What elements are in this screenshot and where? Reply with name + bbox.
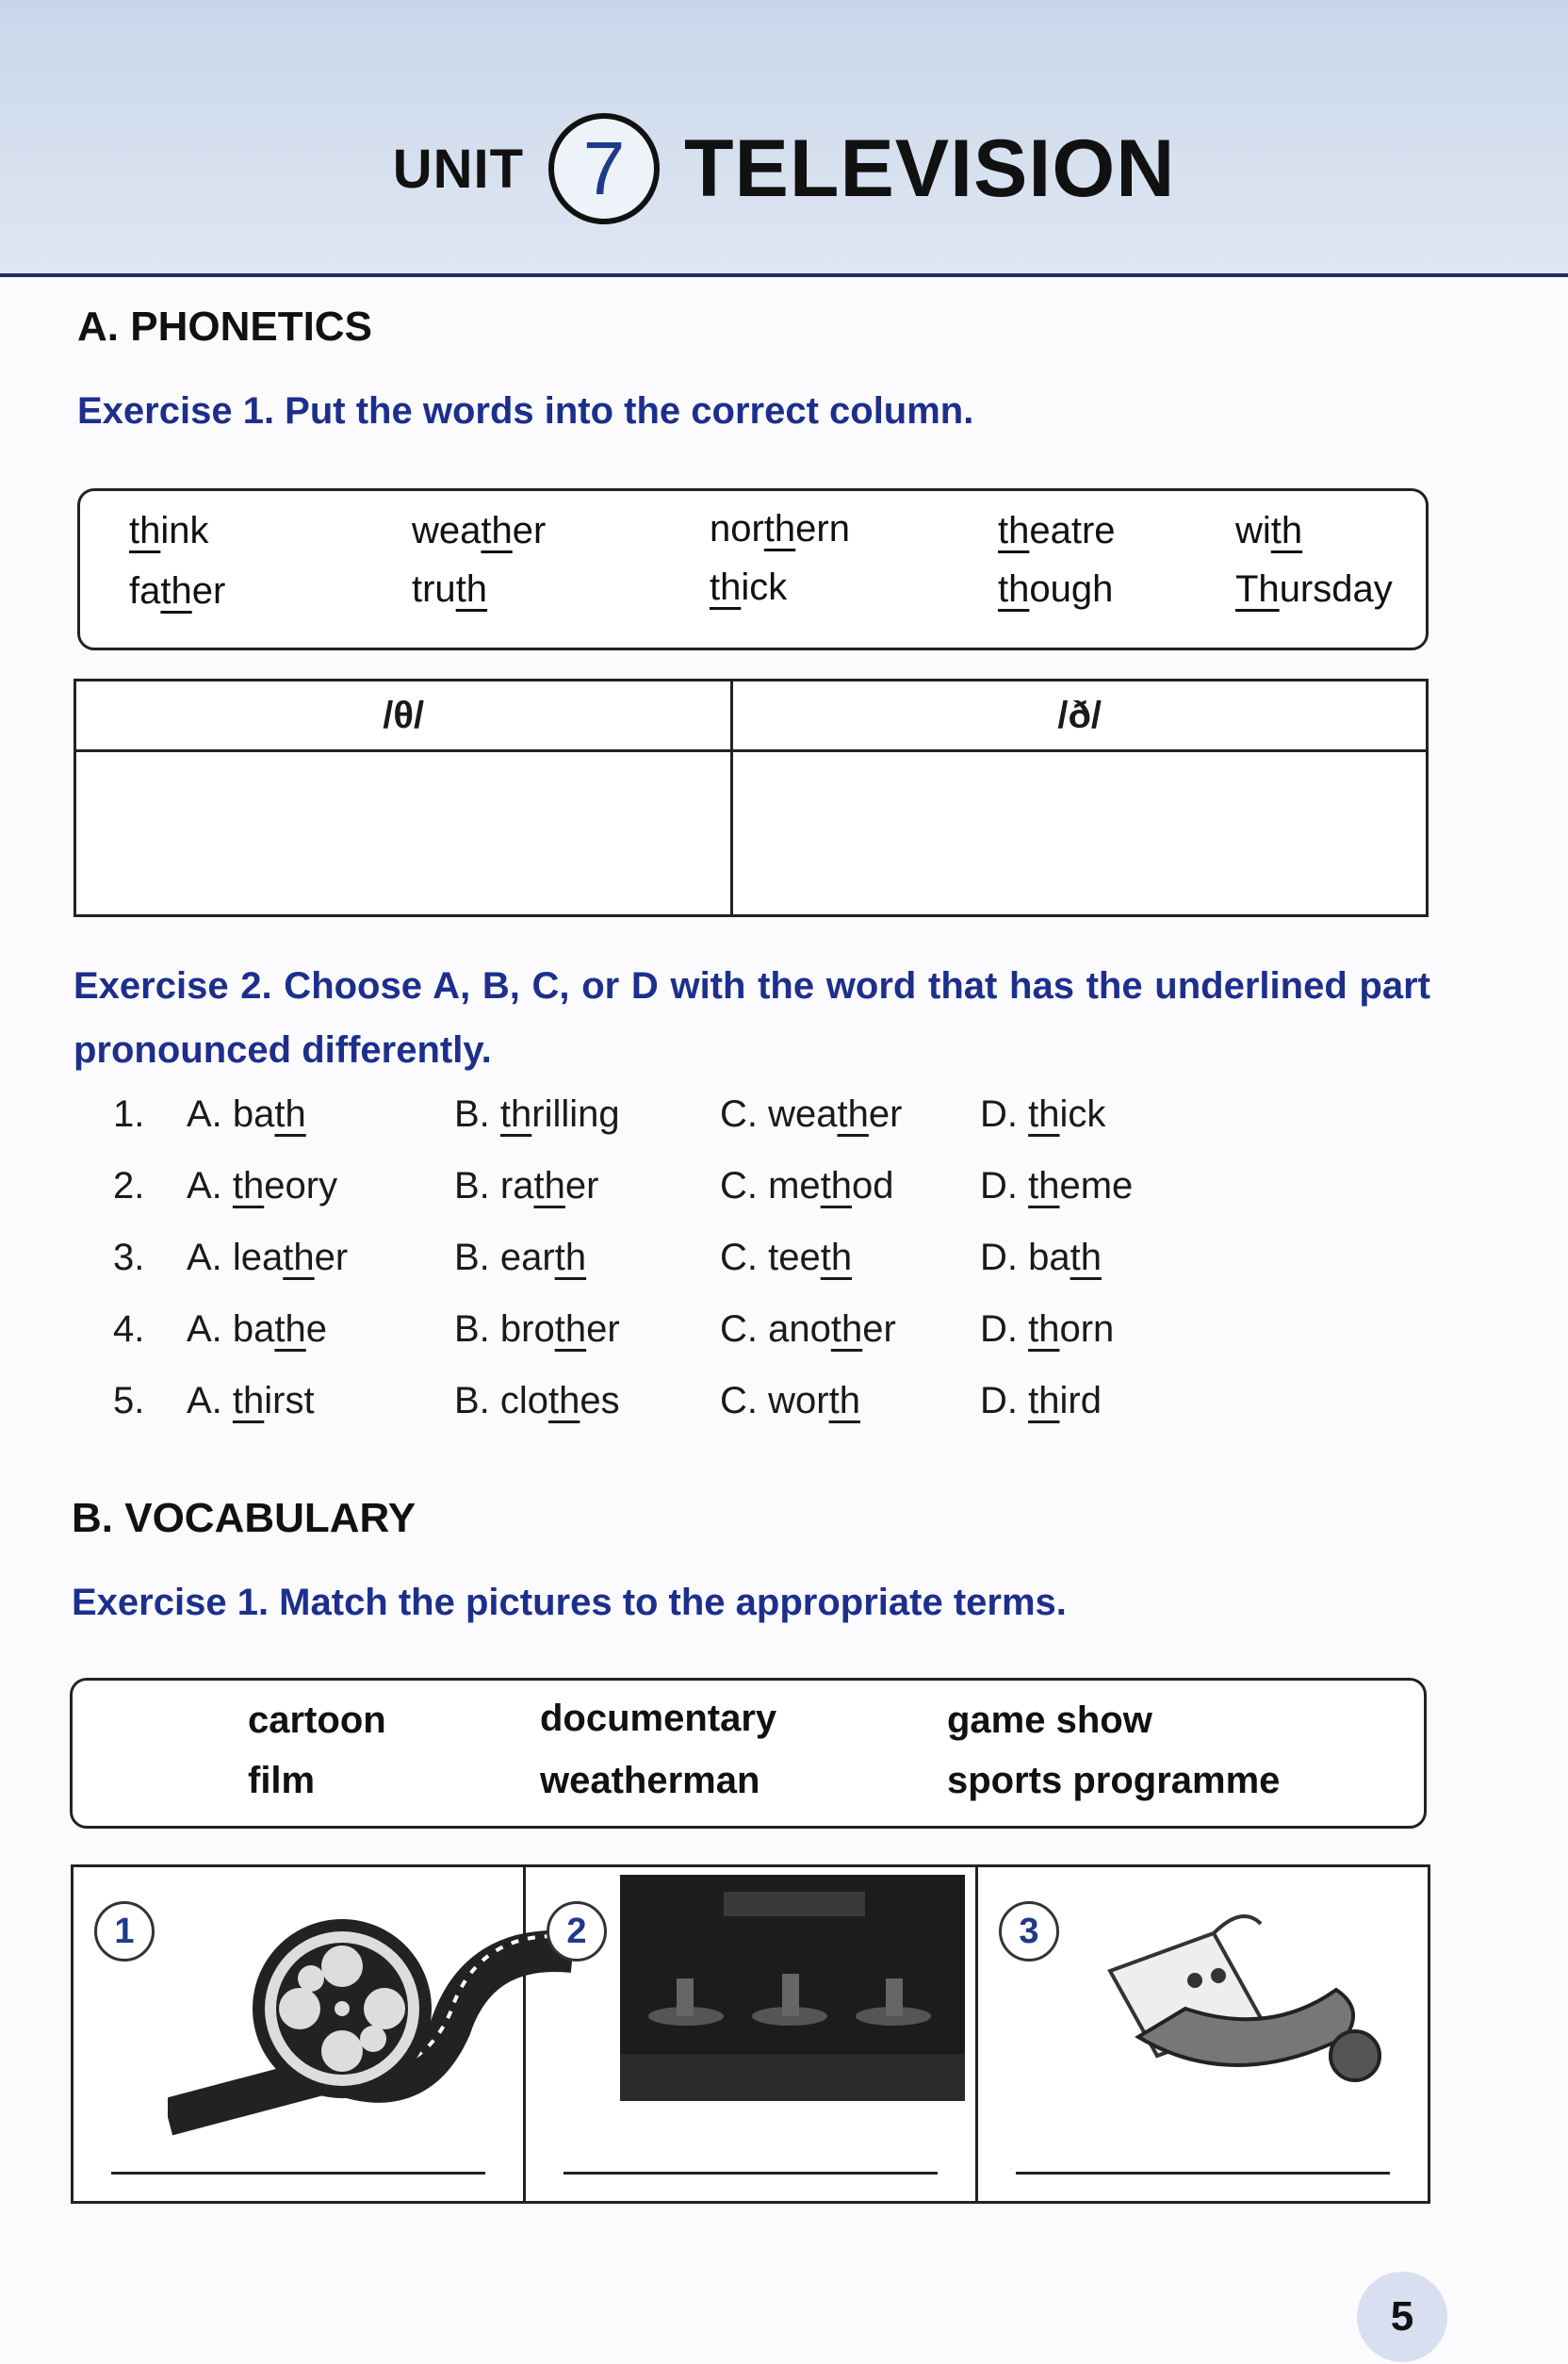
- question-row: [113, 1165, 1451, 1237]
- word-prefix: D.: [980, 1308, 1029, 1350]
- underlined-sound: th: [763, 508, 796, 550]
- word-item: [710, 508, 850, 550]
- answer-option[interactable]: [720, 1237, 852, 1279]
- word-prefix: B. ear: [454, 1237, 555, 1278]
- answer-option[interactable]: [454, 1308, 620, 1351]
- word-prefix: nor: [710, 508, 764, 550]
- word-prefix: C. ano: [720, 1308, 831, 1350]
- word-item: [1235, 568, 1393, 611]
- answer-line-1[interactable]: [111, 2172, 485, 2175]
- underlined-sound: th: [232, 1165, 265, 1207]
- answer-option[interactable]: [720, 1165, 894, 1207]
- term-item: sports programme: [947, 1760, 1281, 1801]
- word-item: [412, 568, 487, 611]
- exercise-1-title: Exercise 1. Put the words into the correct column.: [77, 390, 974, 432]
- word-prefix: C. tee: [720, 1237, 821, 1278]
- picture-number-2: 2: [547, 1901, 607, 1962]
- underlined-sound: th: [499, 1093, 532, 1135]
- word-prefix: D. ba: [980, 1237, 1070, 1278]
- word-prefix: fa: [129, 570, 161, 612]
- word-suffix: ick: [741, 566, 788, 608]
- answer-option[interactable]: [980, 1380, 1102, 1422]
- word-prefix: A. ba: [187, 1093, 275, 1135]
- picture-number-3: 3: [999, 1901, 1059, 1962]
- word-item: [998, 568, 1113, 611]
- word-suffix: orn: [1059, 1308, 1115, 1350]
- underlined-sound: th: [1070, 1237, 1102, 1278]
- word-suffix: eme: [1059, 1165, 1134, 1207]
- word-item: [1235, 510, 1302, 552]
- vocab-exercise-1-title: Exercise 1. Match the pictures to the appropriate terms.: [72, 1582, 1067, 1623]
- underlined-sound: th: [455, 568, 488, 610]
- word-item: [129, 570, 225, 613]
- term-item: film: [248, 1760, 316, 1801]
- question-row: [113, 1380, 1451, 1452]
- word-prefix: A.: [187, 1380, 233, 1421]
- answer-option[interactable]: [454, 1093, 620, 1136]
- page-number: 5: [1357, 2272, 1447, 2362]
- word-suffix: ough: [1029, 568, 1114, 610]
- word-suffix: od: [852, 1165, 894, 1207]
- underlined-sound: th: [274, 1093, 306, 1135]
- word-prefix: wea: [412, 510, 482, 551]
- unit-label: UNIT: [392, 138, 525, 200]
- answer-option[interactable]: [187, 1308, 327, 1351]
- picture-cell-1: [74, 1867, 526, 2201]
- underlined-sound: th: [1028, 1380, 1060, 1421]
- word-box: [77, 488, 1429, 650]
- question-number: 3.: [113, 1237, 145, 1278]
- unit-title-text: TELEVISION: [684, 123, 1176, 214]
- word-suffix: ursday: [1279, 568, 1393, 610]
- word-item: [998, 510, 1116, 552]
- film-reel-icon: [168, 1886, 582, 2141]
- cartoon-banana-icon: [1082, 1896, 1402, 2122]
- column-header-theta: /θ/: [75, 681, 732, 751]
- underlined-sound: th: [820, 1237, 853, 1278]
- word-suffix: e: [305, 1308, 328, 1350]
- underlined-sound: th: [548, 1380, 580, 1421]
- word-prefix: A. lea: [187, 1237, 284, 1278]
- word-prefix: C. wor: [720, 1380, 829, 1421]
- word-suffix: er: [564, 1165, 599, 1207]
- question-number: 5.: [113, 1380, 145, 1421]
- word-prefix: D.: [980, 1093, 1029, 1135]
- word-suffix: er: [862, 1308, 896, 1350]
- underlined-sound: th: [554, 1237, 587, 1278]
- answer-option[interactable]: [454, 1237, 586, 1279]
- word-prefix: A.: [187, 1165, 233, 1207]
- word-prefix: tru: [412, 568, 456, 610]
- picture-cell-2: [526, 1867, 978, 2201]
- pictures-row: [71, 1864, 1430, 2204]
- underlined-sound: th: [1028, 1308, 1060, 1350]
- phonetics-table: [74, 679, 1429, 917]
- underlined-sound: Th: [1235, 568, 1280, 610]
- underlined-sound: th: [1028, 1165, 1060, 1207]
- question-row: [113, 1308, 1451, 1380]
- term-item: game show: [947, 1699, 1152, 1741]
- terms-box: [70, 1678, 1427, 1829]
- section-vocabulary-heading: B. VOCABULARY: [72, 1495, 416, 1541]
- underlined-sound: th: [1270, 510, 1303, 551]
- game-show-photo: [620, 1875, 965, 2101]
- underlined-sound: th: [830, 1308, 863, 1350]
- answer-option[interactable]: [187, 1165, 337, 1207]
- question-number: 4.: [113, 1308, 145, 1350]
- word-suffix: ink: [160, 510, 209, 551]
- word-prefix: wi: [1235, 510, 1271, 551]
- word-prefix: B.: [454, 1093, 500, 1135]
- word-suffix: ird: [1059, 1380, 1102, 1421]
- word-prefix: C. me: [720, 1165, 821, 1207]
- word-suffix: es: [580, 1380, 620, 1421]
- word-prefix: C. wea: [720, 1093, 838, 1135]
- column-header-eth: /ð/: [732, 681, 1428, 751]
- word-suffix: er: [868, 1093, 903, 1135]
- answer-option[interactable]: [454, 1380, 620, 1422]
- picture-cell-3: [978, 1867, 1428, 2201]
- word-prefix: B. ra: [454, 1165, 534, 1207]
- answer-option[interactable]: [980, 1237, 1102, 1279]
- word-suffix: er: [512, 510, 547, 551]
- term-item: weatherman: [540, 1760, 760, 1801]
- word-item: [412, 510, 546, 552]
- word-item: [710, 566, 787, 609]
- answer-line-2[interactable]: [564, 2172, 938, 2175]
- answer-option[interactable]: [720, 1380, 860, 1422]
- word-suffix: er: [191, 570, 226, 612]
- underlined-sound: th: [998, 568, 1030, 610]
- underlined-sound: th: [554, 1308, 587, 1350]
- exercise-2-questions: [113, 1093, 1451, 1452]
- word-prefix: D.: [980, 1380, 1029, 1421]
- word-suffix: er: [314, 1237, 349, 1278]
- underlined-sound: th: [828, 1380, 860, 1421]
- word-suffix: ick: [1059, 1093, 1106, 1135]
- answer-line-3[interactable]: [1016, 2172, 1390, 2175]
- answer-cell-eth[interactable]: [732, 751, 1428, 916]
- word-item: [129, 510, 209, 552]
- term-item: cartoon: [248, 1699, 386, 1741]
- underlined-sound: th: [481, 510, 513, 551]
- underlined-sound: th: [283, 1237, 315, 1278]
- answer-option[interactable]: [187, 1093, 306, 1136]
- term-item: documentary: [540, 1698, 777, 1739]
- word-prefix: B. clo: [454, 1380, 549, 1421]
- underlined-sound: th: [274, 1308, 306, 1350]
- answer-option[interactable]: [980, 1093, 1105, 1136]
- exercise-2-title-line1: Exercise 2. Choose A, B, C, or D with the word that has the underlined part: [74, 965, 1430, 1007]
- underlined-sound: th: [129, 510, 161, 551]
- answer-option[interactable]: [720, 1308, 896, 1351]
- word-suffix: eory: [264, 1165, 338, 1207]
- unit-title: [0, 113, 1568, 224]
- underlined-sound: th: [1028, 1093, 1060, 1135]
- word-suffix: rilling: [531, 1093, 620, 1135]
- answer-option[interactable]: [187, 1380, 315, 1422]
- unit-number-badge: 7: [548, 113, 660, 224]
- answer-option[interactable]: [720, 1093, 902, 1136]
- word-prefix: B. bro: [454, 1308, 555, 1350]
- question-number: 1.: [113, 1093, 145, 1135]
- word-suffix: ern: [795, 508, 850, 550]
- picture-number-1: 1: [94, 1901, 155, 1962]
- question-row: [113, 1237, 1451, 1308]
- answer-option[interactable]: [980, 1165, 1133, 1207]
- answer-option[interactable]: [980, 1308, 1114, 1351]
- exercise-2-title-line2: pronounced differently.: [74, 1029, 492, 1071]
- word-prefix: D.: [980, 1165, 1029, 1207]
- word-suffix: er: [586, 1308, 620, 1350]
- section-phonetics-heading: A. PHONETICS: [77, 304, 372, 350]
- answer-cell-theta[interactable]: [75, 751, 732, 916]
- underlined-sound: th: [837, 1093, 869, 1135]
- underlined-sound: th: [160, 570, 192, 612]
- underlined-sound: th: [232, 1380, 265, 1421]
- word-suffix: irst: [264, 1380, 315, 1421]
- underlined-sound: th: [998, 510, 1030, 551]
- question-row: [113, 1093, 1451, 1165]
- underlined-sound: th: [710, 566, 742, 608]
- answer-option[interactable]: [187, 1237, 348, 1279]
- underlined-sound: th: [820, 1165, 853, 1207]
- word-suffix: eatre: [1029, 510, 1116, 551]
- word-prefix: A. ba: [187, 1308, 275, 1350]
- answer-option[interactable]: [454, 1165, 598, 1207]
- question-number: 2.: [113, 1165, 145, 1207]
- underlined-sound: th: [533, 1165, 565, 1207]
